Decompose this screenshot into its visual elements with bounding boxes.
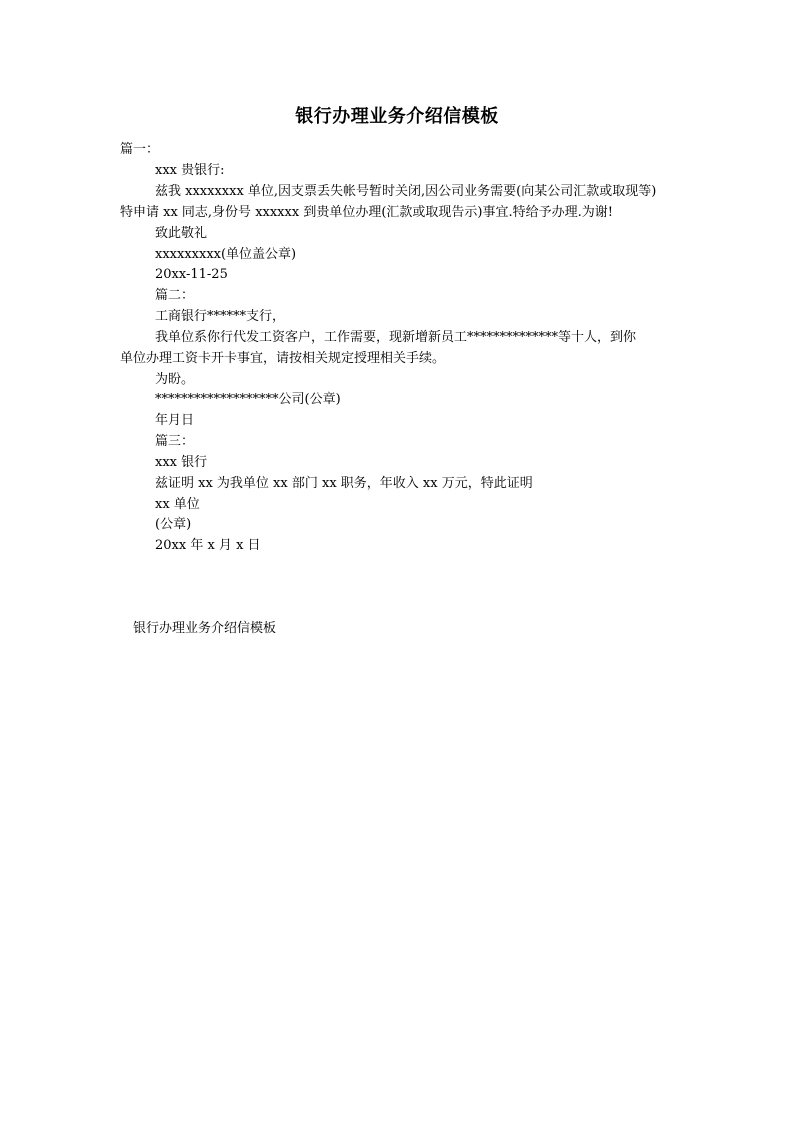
footer-title: 银行办理业务介绍信模板	[133, 621, 277, 636]
part3-heading: 篇三：	[155, 434, 195, 449]
part1-body-line1: 兹我 xxxxxxxx 单位,因支票丢失帐号暂时关闭,因公司业务需要(向某公司汇款或取现等)	[155, 184, 657, 199]
part3-unit: xx 单位	[155, 497, 200, 512]
part3-body: 兹证明 xx 为我单位 xx 部门 xx 职务，年收入 xx 万元，特此证明	[155, 476, 533, 491]
part2-body-line1: 我单位系你行代发工资客户，工作需要，现新增新员工**************等十人，到你	[155, 330, 637, 345]
part2-closing: 为盼。	[155, 372, 195, 387]
part2-body-line2: 单位办理工资卡开卡事宜，请按相关规定授理相关手续。	[120, 351, 446, 366]
document-title: 银行办理业务介绍信模板	[295, 106, 499, 127]
part2-date: 年月日	[155, 413, 195, 428]
part1-date: 20xx-11-25	[155, 267, 228, 282]
part3-seal: (公章)	[155, 517, 192, 532]
part1-signature: xxxxxxxxx(单位盖公章)	[155, 247, 297, 262]
part1-body-line2: 特申请 xx 同志,身份号 xxxxxx 到贵单位办理(汇款或取现告示)事宜.特给予办理.为谢!	[120, 205, 613, 220]
part2-salutation: 工商银行******支行，	[155, 309, 286, 324]
part3-date: 20xx 年 x 月 x 日	[155, 538, 261, 553]
part1-heading: 篇一：	[120, 142, 160, 157]
part3-salutation: xxx 银行	[155, 455, 208, 470]
part1-salutation: xxx 贵银行:	[155, 163, 225, 178]
part2-signature: *******************公司(公章)	[155, 392, 341, 407]
part2-heading: 篇二：	[155, 288, 195, 303]
part1-closing: 致此敬礼	[155, 226, 208, 241]
